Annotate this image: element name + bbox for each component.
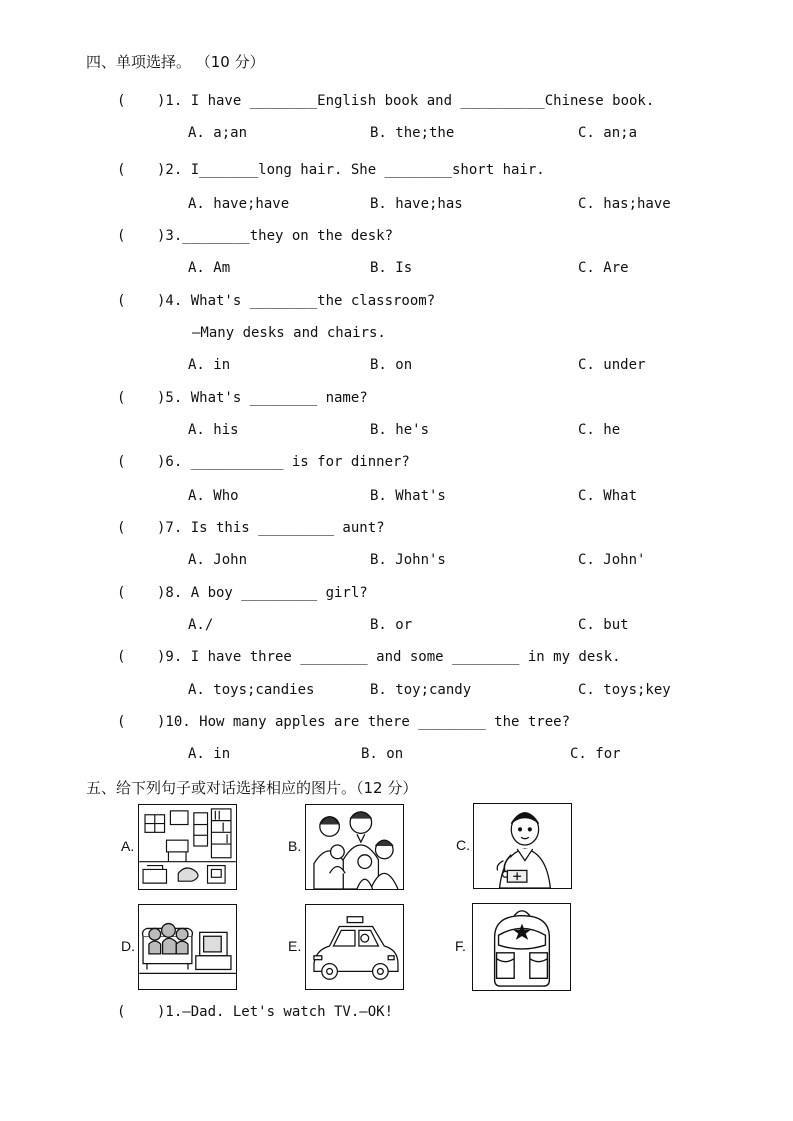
question-text: )1.—Dad. Let's watch TV.—OK!	[157, 1004, 394, 1020]
section-5-question-1	[117, 1004, 393, 1020]
answer-paren[interactable]: (	[117, 714, 126, 730]
option-b: B. Is	[370, 260, 413, 276]
question-6	[117, 454, 410, 470]
option-c: C. has;have	[578, 196, 671, 212]
answer-paren[interactable]: (	[117, 390, 126, 406]
family-watching-tv-icon	[138, 904, 237, 990]
question-text: )3.________they on the desk?	[157, 228, 394, 244]
answer-paren[interactable]: (	[117, 585, 126, 601]
question-text: )1. I have ________English book and __________Chinese book.	[157, 93, 655, 109]
question-1	[117, 93, 654, 109]
option-b: B. the;the	[370, 125, 455, 141]
option-b: B. have;has	[370, 196, 463, 212]
doctor-icon	[473, 803, 572, 889]
question-text: )2. I_______long hair. She ________short hair.	[157, 162, 545, 178]
question-text: )4. What's ________the classroom?	[157, 293, 436, 309]
question-text: )8. A boy _________ girl?	[157, 585, 368, 601]
option-a: A. John	[188, 552, 248, 568]
option-c: C. an;a	[578, 125, 638, 141]
option-a: A. in	[188, 357, 231, 373]
picture-b-label: B.	[288, 838, 302, 854]
option-a: A. have;have	[188, 196, 290, 212]
question-8	[117, 585, 368, 601]
section-4-title: 四、单项选择。 （10 分）	[86, 53, 265, 71]
option-a: A. a;an	[188, 125, 248, 141]
option-a: A./	[188, 617, 214, 633]
option-b: B. toy;candy	[370, 682, 472, 698]
option-b: B. John's	[370, 552, 446, 568]
answer-paren[interactable]: (	[117, 293, 126, 309]
question-text: )10. How many apples are there ________ the tree?	[157, 714, 571, 730]
question-10	[117, 714, 570, 730]
section-5-title: 五、给下列句子或对话选择相应的图片。（12 分）	[86, 779, 418, 797]
option-a: A. his	[188, 422, 239, 438]
option-c: C. Are	[578, 260, 629, 276]
option-a: A. Who	[188, 488, 239, 504]
answer-paren[interactable]: (	[117, 93, 126, 109]
option-c: C. What	[578, 488, 638, 504]
answer-paren[interactable]: (	[117, 649, 126, 665]
picture-e-label: E.	[288, 938, 302, 954]
picture-c-label: C.	[456, 837, 470, 853]
option-b: B. on	[370, 357, 413, 373]
question-2	[117, 162, 545, 178]
answer-paren[interactable]: (	[117, 1004, 126, 1020]
option-c: C. but	[578, 617, 629, 633]
option-b: B. or	[370, 617, 413, 633]
option-c: C. John'	[578, 552, 646, 568]
picture-a-label: A.	[121, 838, 135, 854]
answer-paren[interactable]: (	[117, 520, 126, 536]
question-4-response: —Many desks and chairs.	[192, 325, 386, 341]
question-5	[117, 390, 368, 406]
option-c: C. for	[570, 746, 621, 762]
question-text: )7. Is this _________ aunt?	[157, 520, 385, 536]
question-4	[117, 293, 435, 309]
option-c: C. he	[578, 422, 621, 438]
option-c: C. toys;key	[578, 682, 671, 698]
question-9	[117, 649, 621, 665]
answer-paren[interactable]: (	[117, 454, 126, 470]
picture-f-label: F.	[455, 938, 466, 954]
answer-paren[interactable]: (	[117, 162, 126, 178]
option-b: B. on	[361, 746, 404, 762]
question-3	[117, 228, 393, 244]
question-text: )6. ___________ is for dinner?	[157, 454, 410, 470]
option-a: A. Am	[188, 260, 231, 276]
schoolbag-icon	[472, 903, 571, 991]
option-b: B. What's	[370, 488, 446, 504]
question-text: )5. What's ________ name?	[157, 390, 368, 406]
family-icon	[305, 804, 404, 890]
option-c: C. under	[578, 357, 646, 373]
question-7	[117, 520, 385, 536]
room-interior-icon	[138, 804, 237, 890]
question-text: )9. I have three ________ and some ________ in my desk.	[157, 649, 621, 665]
option-a: A. in	[188, 746, 231, 762]
option-b: B. he's	[370, 422, 430, 438]
option-a: A. toys;candies	[188, 682, 315, 698]
picture-d-label: D.	[121, 938, 135, 954]
taxi-icon	[305, 904, 404, 990]
answer-paren[interactable]: (	[117, 228, 126, 244]
